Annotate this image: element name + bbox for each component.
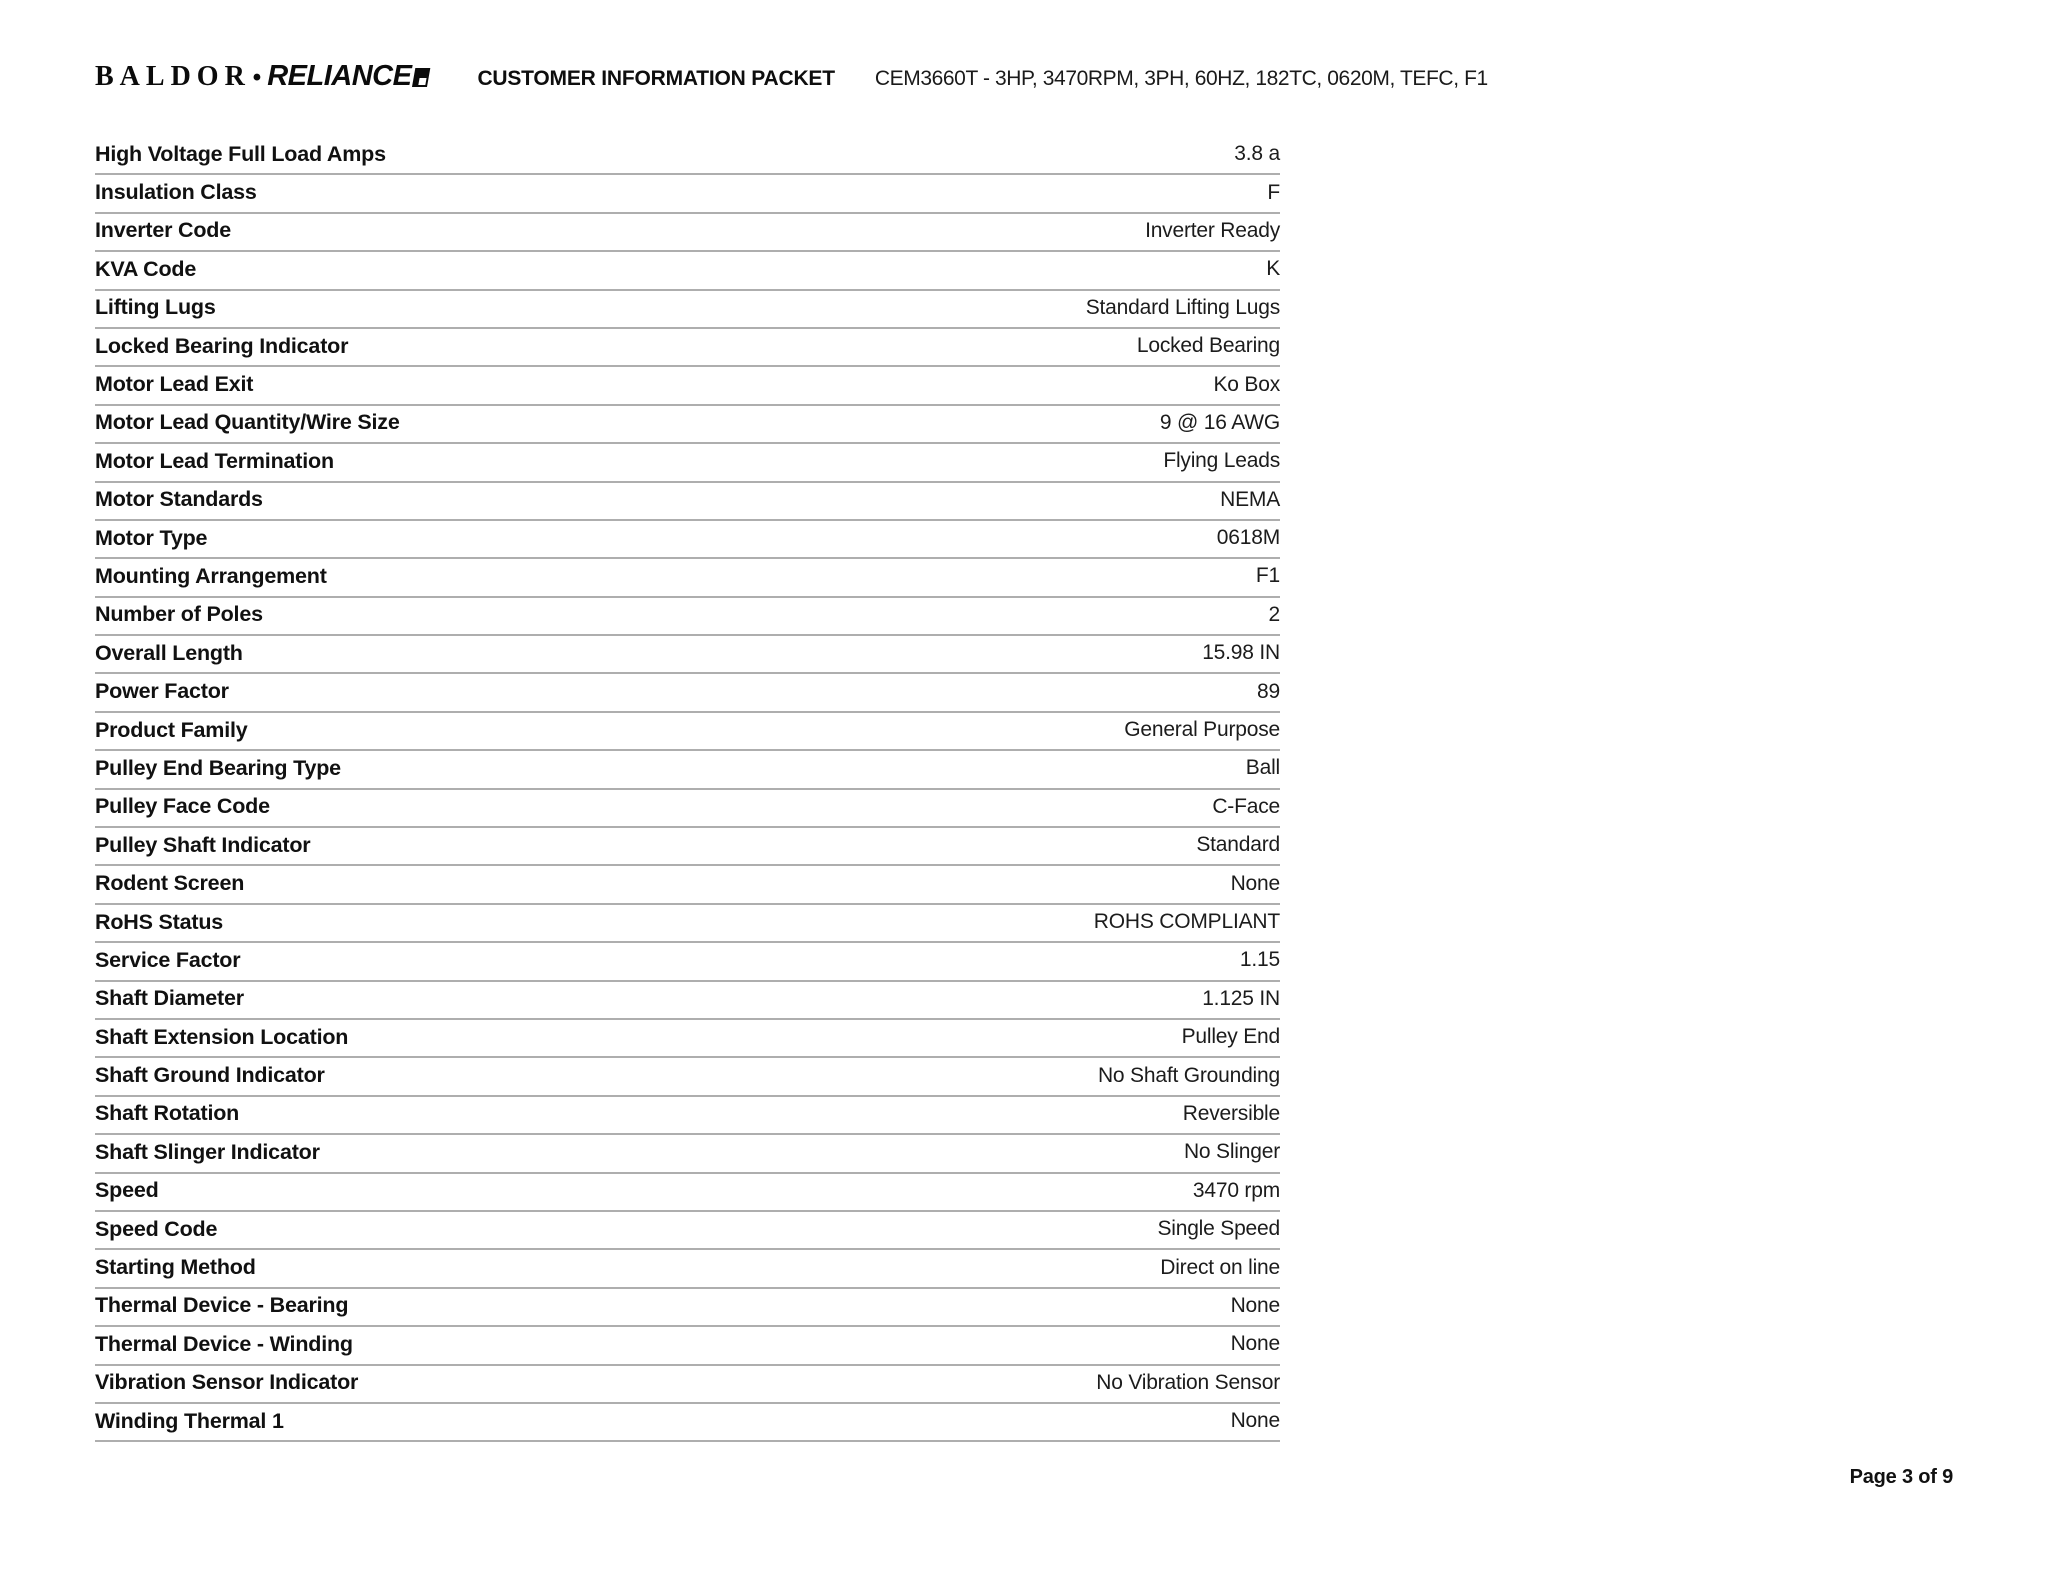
spec-value: Pulley End [1181,1025,1280,1049]
spec-label: KVA Code [95,256,197,281]
spec-label: Motor Type [95,525,208,550]
spec-value: Reversible [1182,1101,1280,1125]
spec-label: High Voltage Full Load Amps [95,141,386,166]
reliance-square-icon [412,68,430,87]
spec-value: Single Speed [1157,1217,1280,1241]
spec-label: Shaft Slinger Indicator [95,1139,320,1164]
baldor-reliance-logo [95,60,429,93]
spec-label: Motor Lead Exit [95,372,254,397]
spec-value: 1.125 IN [1202,986,1280,1010]
spec-value: No Slinger [1183,1140,1280,1164]
spec-value: No Vibration Sensor [1096,1370,1280,1394]
spec-value: No Shaft Grounding [1097,1063,1280,1087]
spec-row [95,866,1280,904]
spec-row [95,1366,1280,1404]
spec-row [95,982,1280,1020]
spec-label: Insulation Class [95,180,257,205]
spec-row [95,521,1280,559]
spec-row [95,1135,1280,1173]
spec-label: Shaft Rotation [95,1101,240,1126]
spec-label: Motor Standards [95,487,263,512]
spec-value: 3.8 a [1234,142,1280,166]
spec-row [95,598,1280,636]
spec-row [95,137,1280,175]
spec-label: Thermal Device - Winding [95,1331,353,1356]
spec-value: 1.15 [1239,948,1280,972]
spec-label: Product Family [95,717,248,742]
spec-value: None [1230,1332,1280,1356]
spec-row [95,943,1280,981]
spec-label: Starting Method [95,1255,256,1280]
spec-row [95,905,1280,943]
spec-row [95,1020,1280,1058]
spec-value: Inverter Ready [1145,218,1280,242]
spec-value: Standard Lifting Lugs [1085,295,1280,319]
spec-label: Power Factor [95,679,229,704]
spec-row [95,1250,1280,1288]
spec-row [95,1404,1280,1442]
spec-row [95,1327,1280,1365]
spec-label: Shaft Diameter [95,986,244,1011]
spec-row [95,175,1280,213]
spec-row [95,559,1280,597]
spec-row [95,483,1280,521]
spec-label: Number of Poles [95,602,263,627]
spec-value: NEMA [1220,487,1280,511]
spec-value: F1 [1255,564,1280,588]
document-title: CUSTOMER INFORMATION PACKET [477,67,835,90]
spec-label: Motor Lead Quantity/Wire Size [95,410,400,435]
logo-separator-dot: • [252,64,262,91]
spec-label: Winding Thermal 1 [95,1408,284,1433]
spec-value: Flying Leads [1163,449,1280,473]
spec-row [95,674,1280,712]
spec-label: Vibration Sensor Indicator [95,1370,359,1395]
spec-row [95,751,1280,789]
spec-label: Pulley End Bearing Type [95,755,341,780]
spec-label: Inverter Code [95,218,231,243]
spec-label: Shaft Ground Indicator [95,1063,325,1088]
spec-value: 3470 rpm [1192,1178,1280,1202]
spec-value: 2 [1268,602,1280,626]
spec-value: Direct on line [1160,1255,1280,1279]
page-header [95,60,1488,93]
spec-label: RoHS Status [95,909,224,934]
spec-row [95,1289,1280,1327]
spec-label: Thermal Device - Bearing [95,1293,349,1318]
spec-value: Ball [1245,756,1280,780]
spec-row [95,713,1280,751]
spec-label: Service Factor [95,947,241,972]
spec-label: Shaft Extension Location [95,1024,349,1049]
spec-value: C-Face [1212,794,1280,818]
spec-row [95,367,1280,405]
reliance-wordmark: RELIANCE [267,60,412,92]
page-number: Page 3 of 9 [1849,1466,1953,1488]
spec-row [95,1097,1280,1135]
spec-table [95,137,1280,1442]
baldor-wordmark: BALDOR [95,61,251,92]
spec-value: 89 [1257,679,1280,703]
spec-row [95,1058,1280,1096]
spec-value: None [1230,871,1280,895]
spec-row [95,444,1280,482]
spec-label: Overall Length [95,640,243,665]
spec-value: F [1267,180,1280,204]
spec-value: 15.98 IN [1202,641,1280,665]
spec-row [95,406,1280,444]
spec-label: Motor Lead Termination [95,448,334,473]
spec-value: Ko Box [1213,372,1280,396]
spec-value: General Purpose [1124,718,1280,742]
spec-label: Mounting Arrangement [95,563,327,588]
spec-row [95,1174,1280,1212]
spec-value: 0618M [1216,526,1280,550]
spec-value: Locked Bearing [1136,334,1280,358]
reliance-square-icon-notch [419,78,427,85]
spec-row [95,1212,1280,1250]
spec-row [95,252,1280,290]
spec-value: None [1230,1409,1280,1433]
spec-row [95,828,1280,866]
spec-row [95,636,1280,674]
spec-row [95,214,1280,252]
spec-value: None [1230,1293,1280,1317]
spec-label: Pulley Shaft Indicator [95,832,311,857]
spec-label: Lifting Lugs [95,295,216,320]
spec-row [95,329,1280,367]
spec-row [95,291,1280,329]
spec-value: Standard [1196,833,1280,857]
spec-row [95,790,1280,828]
spec-label: Pulley Face Code [95,794,270,819]
spec-label: Speed [95,1178,159,1203]
spec-value: 9 @ 16 AWG [1159,410,1280,434]
spec-label: Rodent Screen [95,871,245,896]
motor-model-summary: CEM3660T - 3HP, 3470RPM, 3PH, 60HZ, 182TC, 0620M, TEFC, F1 [874,67,1488,90]
spec-value: ROHS COMPLIANT [1093,910,1280,933]
spec-label: Speed Code [95,1216,218,1241]
spec-label: Locked Bearing Indicator [95,333,349,358]
spec-value: K [1266,257,1280,281]
